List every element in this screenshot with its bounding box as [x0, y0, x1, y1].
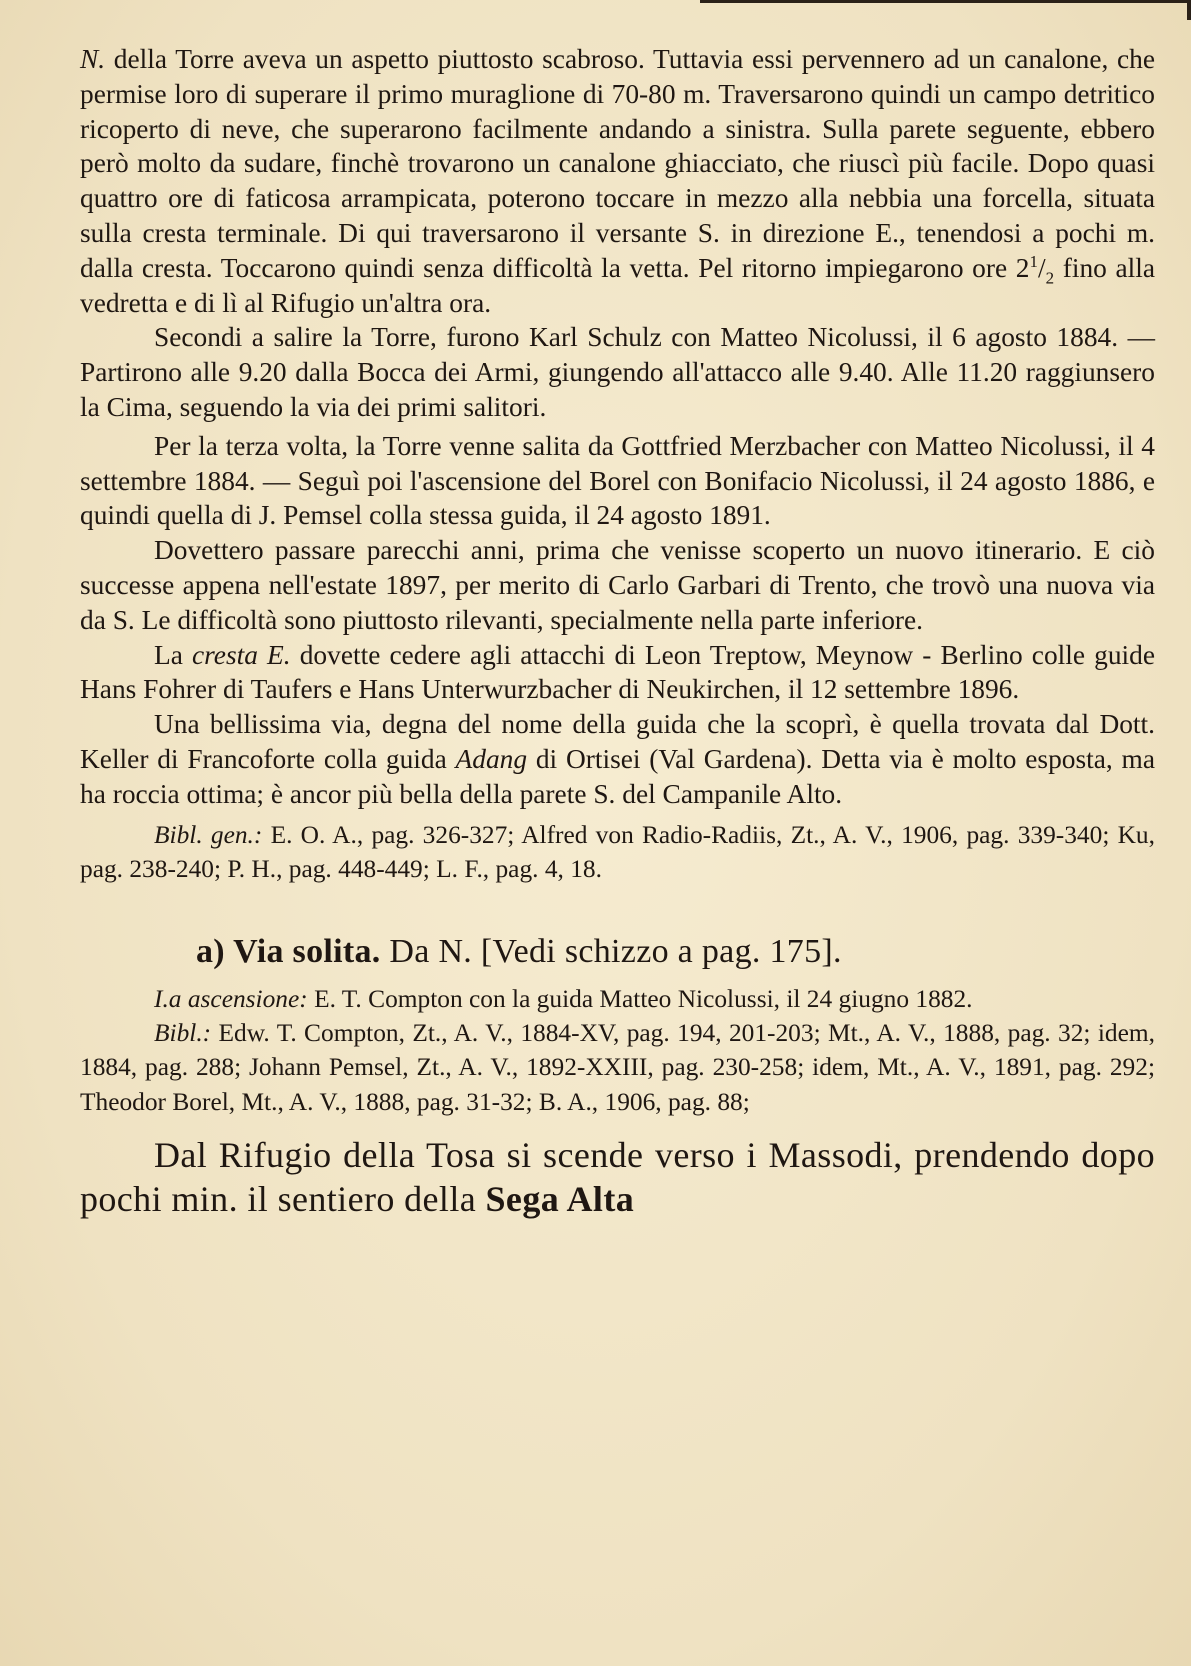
route-trail-name: Sega Alta — [485, 1178, 635, 1219]
paragraph-text: Una bellissima via, degna del nome della guida che la scoprì, è quella trovata dal Dott. Keller di Francoforte colla guida — [80, 709, 1155, 774]
guide-name: Adang — [455, 743, 528, 774]
section-heading-bold: a) Via solita. — [196, 932, 381, 970]
route-bibliography-entry — [80, 1016, 1155, 1119]
first-ascent-label: I.a ascensione: — [154, 984, 308, 1013]
route-name: cresta E. — [192, 639, 291, 670]
paragraph-ascent-description — [80, 42, 1155, 320]
route-bibliography-label: Bibl.: — [154, 1019, 212, 1048]
route-details — [80, 982, 1155, 1119]
section-heading — [80, 932, 1155, 972]
paragraph-second-ascent: Secondi a salire la Torre, furono Karl Schulz con Matteo Nicolussi, il 6 agosto 1884. — Partirono alle 9.20 dalla Bocca dei Armi, giungendo all'attacco alle 9.40. Alle 11.20 raggiunsero la Cima, seguendo la via dei primi salitori. — [80, 322, 1155, 422]
paragraph-east-ridge — [80, 638, 1155, 708]
direction-lead: N. — [80, 44, 106, 74]
general-bibliography — [80, 818, 1155, 886]
page-text-column — [80, 42, 1155, 1221]
route-description-text: Dal Rifugio della Tosa si scende verso i Massodi, prendendo dopo pochi min. il sentiero della — [80, 1134, 1155, 1219]
paragraph-text: della Torre aveva un aspetto piuttosto scabroso. Tuttavia essi pervennero ad un canalone, che permise loro di superare il primo muraglione di 70-80 m. Traversarono quindi un campo detritico ricoperto di neve, che superarono facilmente andando a sinistra. Sulla parete seguente, ebbero però molto da sudare, finchè trovarono un canalone ghiacciato, che riuscì più facile. Dopo quasi quattro ore di faticosa arrampicata, poterono toccare in mezzo alla nebbia una forcella, situata sulla cresta terminale. Di qui traversarono il versante S. in direzione E., tenendosi a pochi m. dalla cresta. Toccarono quindi senza difficoltà la vetta. Pel ritorno impiegarono ore 2 — [80, 44, 1155, 283]
route-description-paragraph — [80, 1133, 1155, 1221]
fraction-numerator: 1 — [1029, 251, 1038, 271]
right-border-rule — [1187, 0, 1191, 20]
paragraph-third-ascent: Per la terza volta, la Torre venne salita da Gottfried Merzbacher con Matteo Nicolussi, il 4 settembre 1884. — Seguì poi l'ascensione del Borel con Bonifacio Nicolussi, il 24 agosto 1886, e quindi quella di J. Pemsel colla stessa guida, il 24 agosto 1891. — [80, 430, 1155, 531]
top-border-rule — [700, 0, 1190, 3]
paragraph-text: dovette cedere agli attacchi di Leon Treptow, Meynow - Berlino colle guide Hans Fohrer di Taufers e Hans Unterwurzbacher di Neukirchen, il 12 settembre 1896. — [80, 639, 1155, 705]
bibliography-text: E. O. A., pag. 326-327; Alfred von Radio-Radiis, Zt., A. V., 1906, pag. 339-340; Ku, pag. 238-240; P. H., pag. 448-449; L. F., pag. 4, 18. — [80, 820, 1155, 883]
route-bibliography-text: Edw. T. Compton, Zt., A. V., 1884-XV, pag. 194, 201-203; Mt., A. V., 1888, pag. 32; idem, 1884, pag. 288; Johann Pemsel, Zt., A. V., 1892-XXIII, pag. 230-258; idem, Mt., A. V., 1891, pag. 292; Theodor Borel, Mt., A. V., 1888, pag. 31-32; B. A., 1906, pag. 88; — [80, 1019, 1155, 1116]
paragraph-new-itinerary: Dovettero passare parecchi anni, prima che venisse scoperto un nuovo itinerario. E ciò successe appena nell'estate 1897, per merito di Carlo Garbari di Trento, che trovò una nuova via da S. Le difficoltà sono piuttosto rilevanti, specialmente nella parte inferiore. — [80, 535, 1155, 635]
main-body-text — [80, 42, 1155, 812]
first-ascent-text: E. T. Compton con la guida Matteo Nicolussi, il 24 giugno 1882. — [307, 984, 973, 1013]
paragraph-text: di Ortisei (Val Gardena). Detta via è molto esposta, ma ha roccia ottima; è ancor più bella della parete S. del Campanile Alto. — [80, 743, 1155, 809]
paragraph-text: fino alla vedretta e di lì al Rifugio un'altra ora. — [80, 252, 1156, 318]
paragraph-keller-route — [80, 707, 1155, 811]
section-heading-text: Da N. [Vedi schizzo a pag. 175]. — [380, 932, 842, 970]
bibliography-entry — [80, 818, 1155, 886]
bibliography-label: Bibl. gen.: — [154, 820, 263, 849]
fraction-denominator: 2 — [1045, 268, 1055, 288]
first-ascent-entry — [80, 982, 1155, 1016]
paragraph-text: La — [154, 639, 192, 670]
route-description — [80, 1133, 1155, 1221]
fraction-separator: / — [1037, 252, 1046, 283]
